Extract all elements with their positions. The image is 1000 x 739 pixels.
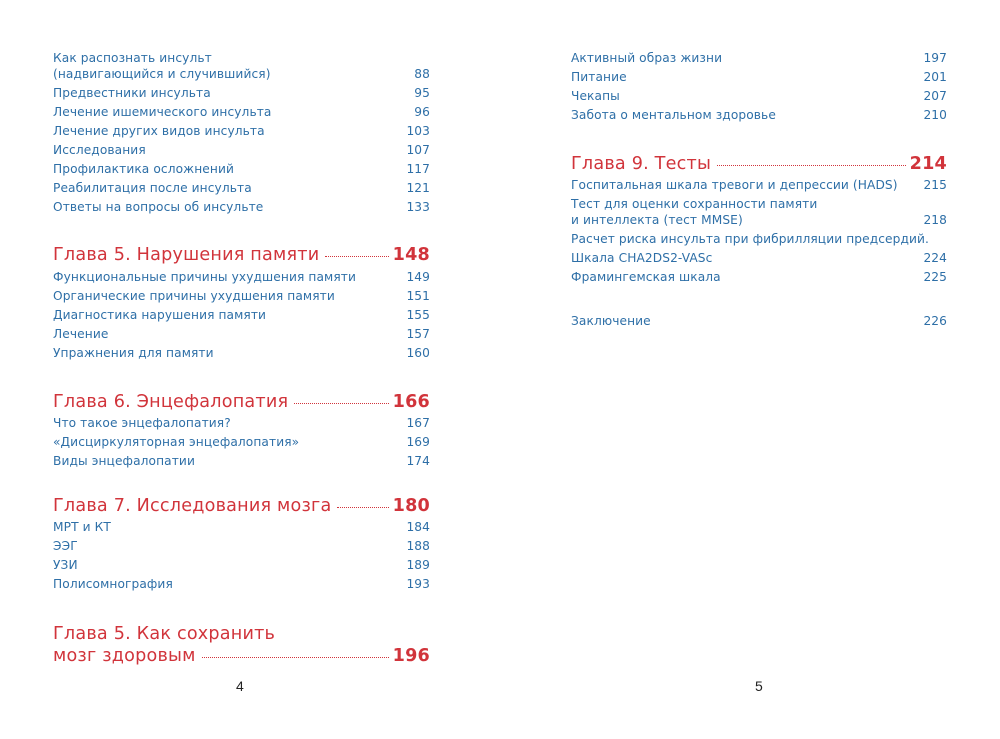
toc-entry-title: Активный образ жизни <box>571 51 723 65</box>
toc-entry[interactable] <box>571 232 947 247</box>
toc-entry[interactable] <box>53 454 430 469</box>
chapter-title: Глава 6. Энцефалопатия <box>53 392 289 412</box>
toc-entry-title: Диагностика нарушения памяти <box>53 308 267 322</box>
toc-entry[interactable] <box>571 251 947 266</box>
toc-entry-page: 210 <box>923 108 947 122</box>
toc-entry-title: (надвигающийся и случившийся) <box>53 66 271 81</box>
toc-entry-title: Исследования <box>53 143 146 157</box>
toc-entry-page: 155 <box>406 308 430 322</box>
toc-entry[interactable] <box>53 124 430 139</box>
chapter-heading[interactable] <box>53 623 430 667</box>
toc-entry[interactable] <box>53 327 430 342</box>
toc-entry-page: 103 <box>406 124 430 138</box>
chapter-heading[interactable] <box>53 495 430 517</box>
toc-entry-page: 107 <box>406 143 430 157</box>
toc-entry[interactable] <box>53 520 430 535</box>
toc-entry-title: МРТ и КТ <box>53 520 111 534</box>
toc-entry-title: и интеллекта (тест MMSE) <box>571 212 743 227</box>
chapter-title: Глава 5. Нарушения памяти <box>53 245 320 265</box>
toc-entry-title: Виды энцефалопатии <box>53 454 195 468</box>
toc-entry-page: 218 <box>923 212 947 227</box>
page-number: 5 <box>755 678 763 694</box>
toc-entry-page: 224 <box>923 251 947 265</box>
toc-entry-title: Ответы на вопросы об инсульте <box>53 200 264 214</box>
toc-entry[interactable] <box>53 105 430 120</box>
toc-entry-title: Шкала CHA2DS2-VASc <box>571 251 713 265</box>
dot-leader <box>717 165 906 166</box>
toc-entry[interactable] <box>53 308 430 323</box>
toc-entry-title: Питание <box>571 70 627 84</box>
chapter-page: 214 <box>909 154 947 174</box>
toc-entry[interactable] <box>53 539 430 554</box>
toc-entry[interactable] <box>53 162 430 177</box>
toc-entry-title: Функциональные причины ухудшения памяти <box>53 270 356 284</box>
toc-entry-title: Лечение <box>53 327 109 341</box>
toc-entry-title: Профилактика осложнений <box>53 162 235 176</box>
chapter-title: мозг здоровым <box>53 646 196 666</box>
chapter-heading[interactable] <box>53 244 430 266</box>
toc-entry-page: 151 <box>406 289 430 303</box>
chapter-title: Глава 9. Тесты <box>571 154 712 174</box>
toc-entry[interactable] <box>53 346 430 361</box>
toc-entry[interactable] <box>53 270 430 285</box>
toc-entry-title: Фрамингемская шкала <box>571 270 721 284</box>
toc-entry-title: Лечение других видов инсульта <box>53 124 265 138</box>
toc-entry-title: Заключение <box>571 314 651 328</box>
page-number: 4 <box>236 678 244 694</box>
toc-entry[interactable] <box>53 51 430 82</box>
chapter-title: Глава 5. Как сохранить <box>53 624 276 644</box>
toc-entry[interactable] <box>571 178 947 193</box>
toc-entry[interactable] <box>53 200 430 215</box>
toc-entry-title: Лечение ишемического инсульта <box>53 105 272 119</box>
toc-entry[interactable] <box>53 143 430 158</box>
toc-entry-page: 157 <box>406 327 430 341</box>
chapter-heading[interactable] <box>571 153 947 175</box>
toc-entry-title: УЗИ <box>53 558 78 572</box>
toc-entry-title: ЭЭГ <box>53 539 78 553</box>
toc-entry-title: Как распознать инсульт <box>53 51 212 65</box>
toc-entry-title: Предвестники инсульта <box>53 86 211 100</box>
toc-entry-page: 133 <box>406 200 430 214</box>
toc-entry[interactable] <box>571 197 947 228</box>
toc-entry-page: 184 <box>406 520 430 534</box>
toc-entry-conclusion[interactable] <box>571 314 947 329</box>
dot-leader <box>294 403 388 404</box>
toc-entry[interactable] <box>571 51 947 66</box>
chapter-heading[interactable] <box>53 391 430 413</box>
toc-entry-page: 215 <box>923 178 947 192</box>
chapter-page: 148 <box>392 245 430 265</box>
toc-entry-title: Тест для оценки сохранности памяти <box>571 197 818 211</box>
toc-entry-title: «Дисциркуляторная энцефалопатия» <box>53 435 300 449</box>
toc-entry[interactable] <box>53 416 430 431</box>
toc-entry-page: 117 <box>406 162 430 176</box>
toc-entry-title: Что такое энцефалопатия? <box>53 416 231 430</box>
chapter-page: 196 <box>392 646 430 666</box>
toc-entry-page: 189 <box>406 558 430 572</box>
toc-entry-title: Госпитальная шкала тревоги и депрессии (HADS) <box>571 178 898 192</box>
toc-entry-title: Расчет риска инсульта при фибрилляции предсердий. <box>571 232 930 246</box>
chapter-title: Глава 7. Исследования мозга <box>53 496 332 516</box>
toc-entry-title: Полисомнография <box>53 577 173 591</box>
dot-leader <box>337 507 388 508</box>
toc-entry-title: Реабилитация после инсульта <box>53 181 252 195</box>
toc-entry-page: 167 <box>406 416 430 430</box>
toc-entry-page: 160 <box>406 346 430 360</box>
toc-entry-page: 149 <box>406 270 430 284</box>
toc-entry[interactable] <box>53 558 430 573</box>
toc-entry-page: 201 <box>923 70 947 84</box>
toc-entry[interactable] <box>53 289 430 304</box>
toc-entry-page: 225 <box>923 270 947 284</box>
toc-entry-title: Органические причины ухудшения памяти <box>53 289 335 303</box>
chapter-page: 180 <box>392 496 430 516</box>
toc-entry[interactable] <box>571 270 947 285</box>
toc-entry[interactable] <box>571 89 947 104</box>
toc-entry-page: 169 <box>406 435 430 449</box>
toc-entry[interactable] <box>53 577 430 592</box>
toc-entry-page: 193 <box>406 577 430 591</box>
toc-entry-title: Чекапы <box>571 89 620 103</box>
toc-entry-page: 88 <box>414 66 430 81</box>
toc-entry-title: Упражнения для памяти <box>53 346 214 360</box>
toc-entry[interactable] <box>53 181 430 196</box>
toc-entry[interactable] <box>53 86 430 101</box>
toc-entry-page: 207 <box>923 89 947 103</box>
toc-entry-page: 174 <box>406 454 430 468</box>
toc-entry-page: 121 <box>406 181 430 195</box>
dot-leader <box>202 657 389 658</box>
toc-entry[interactable] <box>571 70 947 85</box>
toc-entry-page: 95 <box>414 86 430 100</box>
toc-entry-page: 197 <box>923 51 947 65</box>
dot-leader <box>325 256 388 257</box>
toc-entry[interactable] <box>571 108 947 123</box>
chapter-page: 166 <box>392 392 430 412</box>
toc-entry-page: 226 <box>923 314 947 328</box>
toc-entry-page: 96 <box>414 105 430 119</box>
toc-entry-title: Забота о ментальном здоровье <box>571 108 776 122</box>
toc-entry-page: 188 <box>406 539 430 553</box>
right-page <box>500 0 1000 739</box>
toc-entry[interactable] <box>53 435 430 450</box>
